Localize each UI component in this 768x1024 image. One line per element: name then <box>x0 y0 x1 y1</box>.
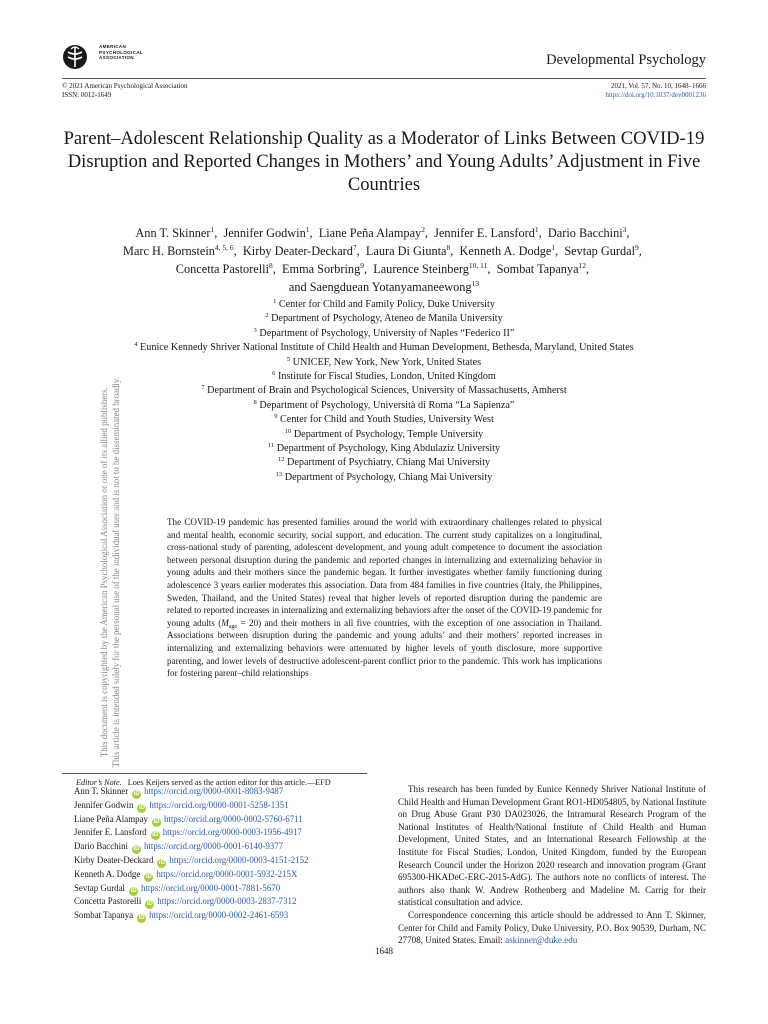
author: Kirby Deater-Deckard <box>242 244 353 258</box>
header-rule <box>62 78 706 79</box>
affiliation <box>40 399 728 413</box>
orcid-entry <box>74 909 288 921</box>
affiliation-text: Department of Psychology, University of Naples “Federico II” <box>259 327 515 339</box>
journal-name: Developmental Psychology <box>546 52 706 68</box>
apa-logo-text <box>99 44 143 61</box>
orcid-link[interactable]: https://orcid.org/0000-0001-8083-9487 <box>144 786 284 796</box>
author: Kenneth A. Dodge <box>459 244 552 258</box>
orcid-entry <box>74 840 283 852</box>
affiliation-text: Department of Psychology, Ateneo de Manila University <box>271 313 503 325</box>
affiliation-number: 8 <box>253 398 257 406</box>
affiliation <box>40 384 728 398</box>
author: Marc H. Bornstein <box>123 244 215 258</box>
orcid-link[interactable]: https://orcid.org/0000-0002-5760-6711 <box>163 813 303 824</box>
affiliation-number: 12 <box>277 456 285 464</box>
affiliation <box>40 356 728 370</box>
affiliation <box>40 471 728 485</box>
orcid-author-name: Sombat Tapanya <box>74 910 134 921</box>
author: Ann T. Skinner <box>135 226 211 240</box>
affiliation-number: 7 <box>201 384 205 392</box>
affiliation-number: 6 <box>272 370 276 378</box>
affiliation-number: 2 <box>265 312 269 320</box>
orcid-icon: iD <box>138 804 145 811</box>
copyright-watermark <box>98 342 122 802</box>
affiliation-number: 9 <box>274 413 278 421</box>
correspondence-text <box>398 909 706 947</box>
abstract-text: = 20) and their mothers in all five countries, with the exception of one association in Thailand. Associations between disruption during the pandemic and young adults’ and their mothers’ reported increases in internalizing and externalizing behaviors were attenuated by higher levels of youth disclosure, more supportive parenting, and lower levels of destructive adolescent-parent conflict prior to the pandemic. This work has implications for fostering parent–child relationships <box>167 617 602 679</box>
orcid-link[interactable]: https://orcid.org/0000-0003-4151-2152 <box>169 855 309 865</box>
abstract-text: The COVID-19 pandemic has presented families around the world with extraordinary challenges related to physical and mental health, economic security, social support, and education. The current study capitalizes on a longitudinal, cross-national study of parenting, adolescent development, and young adult competence to document the association between personal disruption during the pandemic and reported changes in internalizing and externalizing behavior in young adults and their mothers since the pandemic began. It further investigates whether family functioning during adolescence 3 years earlier moderates this association. Data from 484 families in five countries (Italy, the Philippines, Sweden, Thailand, and the United States) reveal that higher levels of reported disruption during the pandemic are related to reported increases in internalizing and externalizing behaviors after the onset of the COVID-19 pandemic for young adults ( <box>167 517 602 628</box>
orcid-author-name: Jennifer Godwin <box>74 799 134 810</box>
footnote-rule <box>62 773 367 774</box>
author: Sevtap Gurdal <box>564 244 636 258</box>
affiliation-text: Department of Brain and Psychological Sciences, University of Massachusetts, Amherst <box>207 385 567 397</box>
funding-text: This research has been funded by Eunice Kennedy Shriver National Institute of Child Health and Human Development Grant RO1-HD054805, by National Institute on Drug Abuse Grant P30 DA023026, the Intramural Research Program of the National Institutes of Health/National Institute of Child Health and Human Development, United States, and an International Research Fellowship at the Institute for Fiscal Studies, London, United Kingdom, funded by the European Research Council under the Horizon 2020 research and innovation program (Grant 695300-HKADeC-ERC-2015-AdG). The authors note no conflicts of interest. The authors also thank W. Andrew Rothenberg and Madeline M. Carrig for their statistical consultation and advice. <box>398 784 706 908</box>
watermark-line: This document is copyrighted by the American Psychological Association or one of its allied publishers. <box>98 387 109 758</box>
abstract-symbol: M <box>221 617 229 628</box>
orcid-link[interactable]: https://orcid.org/0000-0001-6140-9377 <box>143 841 284 852</box>
orcid-author-name: Kirby Deater-Deckard <box>74 855 154 865</box>
orcid-icon: iD <box>138 915 145 922</box>
author-affiliation-mark: 10, 11 <box>468 261 488 270</box>
author: Liane Peña Alampay <box>318 226 422 240</box>
author-affiliation-mark: 8 <box>269 261 273 270</box>
author-affiliation-mark: 1 <box>305 225 310 234</box>
issn: ISSN: 0012-1649 <box>62 90 112 99</box>
watermark-line: This article is intended solely for the personal use of the individual user and is not to be disseminated broadly. <box>111 377 121 768</box>
affiliation-number: 11 <box>267 442 275 450</box>
orcid-entry <box>74 813 303 825</box>
page-number: 1648 <box>375 946 393 956</box>
author-affiliation-mark: 9 <box>635 243 639 252</box>
author-affiliation-mark: 9 <box>360 261 364 270</box>
orcid-icon: iD <box>130 887 137 894</box>
orcid-author-name: Concetta Pastorelli <box>74 896 142 907</box>
correspondence-body: Correspondence concerning this article should be addressed to Ann T. Skinner, Center for Child and Family Policy, Duke University, P.O. Box 90539, Durham, NC 27708, United States. Email: <box>398 909 706 946</box>
orcid-link[interactable]: https://orcid.org/0000-0003-1956-4917 <box>162 827 302 838</box>
affiliation-text: Department of Psychology, Università di Roma “La Sapienza” <box>259 399 515 411</box>
orcid-entry <box>74 826 302 838</box>
orcid-link[interactable]: https://orcid.org/0000-0003-2837-7312 <box>157 896 297 907</box>
orcid-author-name: Liane Peña Alampay <box>74 813 148 824</box>
orcid-entry <box>74 868 297 880</box>
author: and Saengduean Yotanyamaneewong <box>288 280 472 294</box>
author: Emma Sorbring <box>282 262 361 276</box>
affiliation-text: Eunice Kennedy Shriver National Institute of Child Health and Human Development, Bethesda, Maryland, United States <box>140 342 634 354</box>
author-affiliation-mark: 1 <box>534 225 539 234</box>
orcid-icon: iD <box>152 832 159 839</box>
affiliation <box>40 428 728 442</box>
affiliation-number: 1 <box>273 298 277 305</box>
author-affiliation-mark: 2 <box>421 225 425 234</box>
affiliation-number: 3 <box>253 326 257 334</box>
orcid-icon: iD <box>146 901 153 908</box>
affiliation-text: UNICEF, New York, New York, United States <box>292 356 482 368</box>
affiliation <box>40 341 728 355</box>
affiliation-text: Department of Psychology, King Abdulaziz University <box>276 443 501 455</box>
copyright-block <box>62 82 187 99</box>
orcid-icon: iD <box>158 860 165 866</box>
orcid-entry <box>74 895 296 907</box>
author-affiliation-mark: 7 <box>352 243 357 252</box>
orcid-link[interactable]: https://orcid.org/0000-0001-5258-1351 <box>149 799 289 810</box>
logo-line: PSYCHOLOGICAL <box>99 49 143 55</box>
affiliation-number: 10 <box>284 427 292 435</box>
affiliation <box>40 312 728 326</box>
affiliation <box>40 298 728 312</box>
author-affiliation-mark: 1 <box>551 243 556 252</box>
abstract <box>167 516 602 680</box>
article-title: Parent–Adolescent Relationship Quality as a Moderator of Links Between COVID-19 Disruption and Reported Changes in Mothers’ and Young Adults’ Adjustment in Five Countries <box>63 128 705 195</box>
orcid-link[interactable]: https://orcid.org/0000-0002-2461-6593 <box>149 910 289 921</box>
author-list: Ann T. Skinner$^1$, Jennifer Godwin$^1$, Liane Peña Alampay$^2$, Jennifer E. Lansford$^1$, Dario Bacchini$^3$, Marc H. Bornstein$^{4, 5, 6}$, Kirby Deater-Deckard$^7$, Laura Di Giunta$^8$, Kenneth A. Dodge$^1$, Sevtap Gurdal$^9$, Concetta Pastorelli$^8$, Emma Sorbring$^9$, Laurence Steinberg$^{10, 11}$, Sombat Tapanya$^{12}$, and Saengduean Yotanyamaneewong$^{13}$ <box>123 225 645 294</box>
citation: 2021, Vol. 57, No. 10, 1648–1666 <box>610 82 706 90</box>
orcid-author-name: Dario Bacchini <box>74 841 128 852</box>
orcid-icon: iD <box>145 873 152 880</box>
author-affiliation-mark: 1 <box>210 225 215 234</box>
apa-logo-icon <box>62 44 96 70</box>
affiliation <box>40 370 728 384</box>
affiliation <box>40 456 728 470</box>
affiliation-number: 5 <box>286 355 291 363</box>
affiliation-list <box>40 298 728 485</box>
orcid-entry <box>74 854 309 866</box>
author-affiliation-mark: 12 <box>578 261 587 270</box>
logo-line: ASSOCIATION <box>99 55 134 61</box>
citation-block <box>605 82 706 99</box>
logo-line: AMERICAN <box>99 44 127 49</box>
orcid-entry <box>74 799 289 811</box>
affiliation-number: 4 <box>134 341 138 349</box>
affiliation <box>40 442 728 456</box>
affiliation-text: Institute for Fiscal Studies, London, United Kingdom <box>277 371 496 383</box>
orcid-icon: iD <box>153 818 160 825</box>
orcid-author-name: Ann T. Skinner <box>74 786 129 796</box>
copyright: © 2021 American Psychological Association <box>62 82 188 90</box>
orcid-link[interactable]: https://orcid.org/0000-0001-5932-215X <box>156 868 298 879</box>
author: Laura Di Giunta <box>365 244 447 258</box>
affiliation-text: Center for Child and Family Policy, Duke University <box>278 299 495 310</box>
author: Concetta Pastorelli <box>175 262 270 276</box>
orcid-entry <box>74 785 283 797</box>
affiliation <box>40 327 728 341</box>
affiliation-text: Center for Child and Youth Studies, University West <box>280 414 494 426</box>
editor-note-text: Loes Keijers served as the action editor for this article.—EFD <box>127 778 331 787</box>
orcid-entry <box>74 882 280 894</box>
orcid-author-name: Sevtap Gurdal <box>74 882 126 893</box>
orcid-author-name: Jennifer E. Lansford <box>74 827 147 838</box>
editor-note-label: Editor’s Note. <box>76 778 122 787</box>
author: Dario Bacchini <box>547 226 623 240</box>
affiliation-text: Department of Psychology, Chiang Mai University <box>284 471 493 483</box>
author: Sombat Tapanya <box>496 262 579 276</box>
orcid-icon: iD <box>133 846 140 853</box>
email-link[interactable]: askinner@duke.edu <box>505 935 578 946</box>
orcid-icon: iD <box>133 791 140 797</box>
author: Jennifer E. Lansford <box>434 226 535 240</box>
author-affiliation-mark: 4, 5, 6 <box>214 243 234 252</box>
funding-note <box>398 783 706 947</box>
author-affiliation-mark: 13 <box>471 279 480 288</box>
author: Laurence Steinberg <box>373 262 469 276</box>
affiliation-text: Department of Psychology, Temple University <box>293 428 484 440</box>
affiliation-number: 13 <box>275 470 283 478</box>
affiliation <box>40 413 728 427</box>
author-affiliation-mark: 8 <box>446 243 451 252</box>
abstract-subscript: age <box>228 623 238 630</box>
orcid-link[interactable]: https://orcid.org/0000-0001-7881-5670 <box>141 882 281 893</box>
orcid-author-name: Kenneth A. Dodge <box>74 868 141 879</box>
affiliation-text: Department of Psychiatry, Chiang Mai University <box>286 457 491 469</box>
author: Jennifer Godwin <box>223 226 306 240</box>
author-affiliation-mark: 3 <box>622 225 627 234</box>
doi-link[interactable]: https://doi.org/10.1037/dev0001236 <box>605 90 706 99</box>
